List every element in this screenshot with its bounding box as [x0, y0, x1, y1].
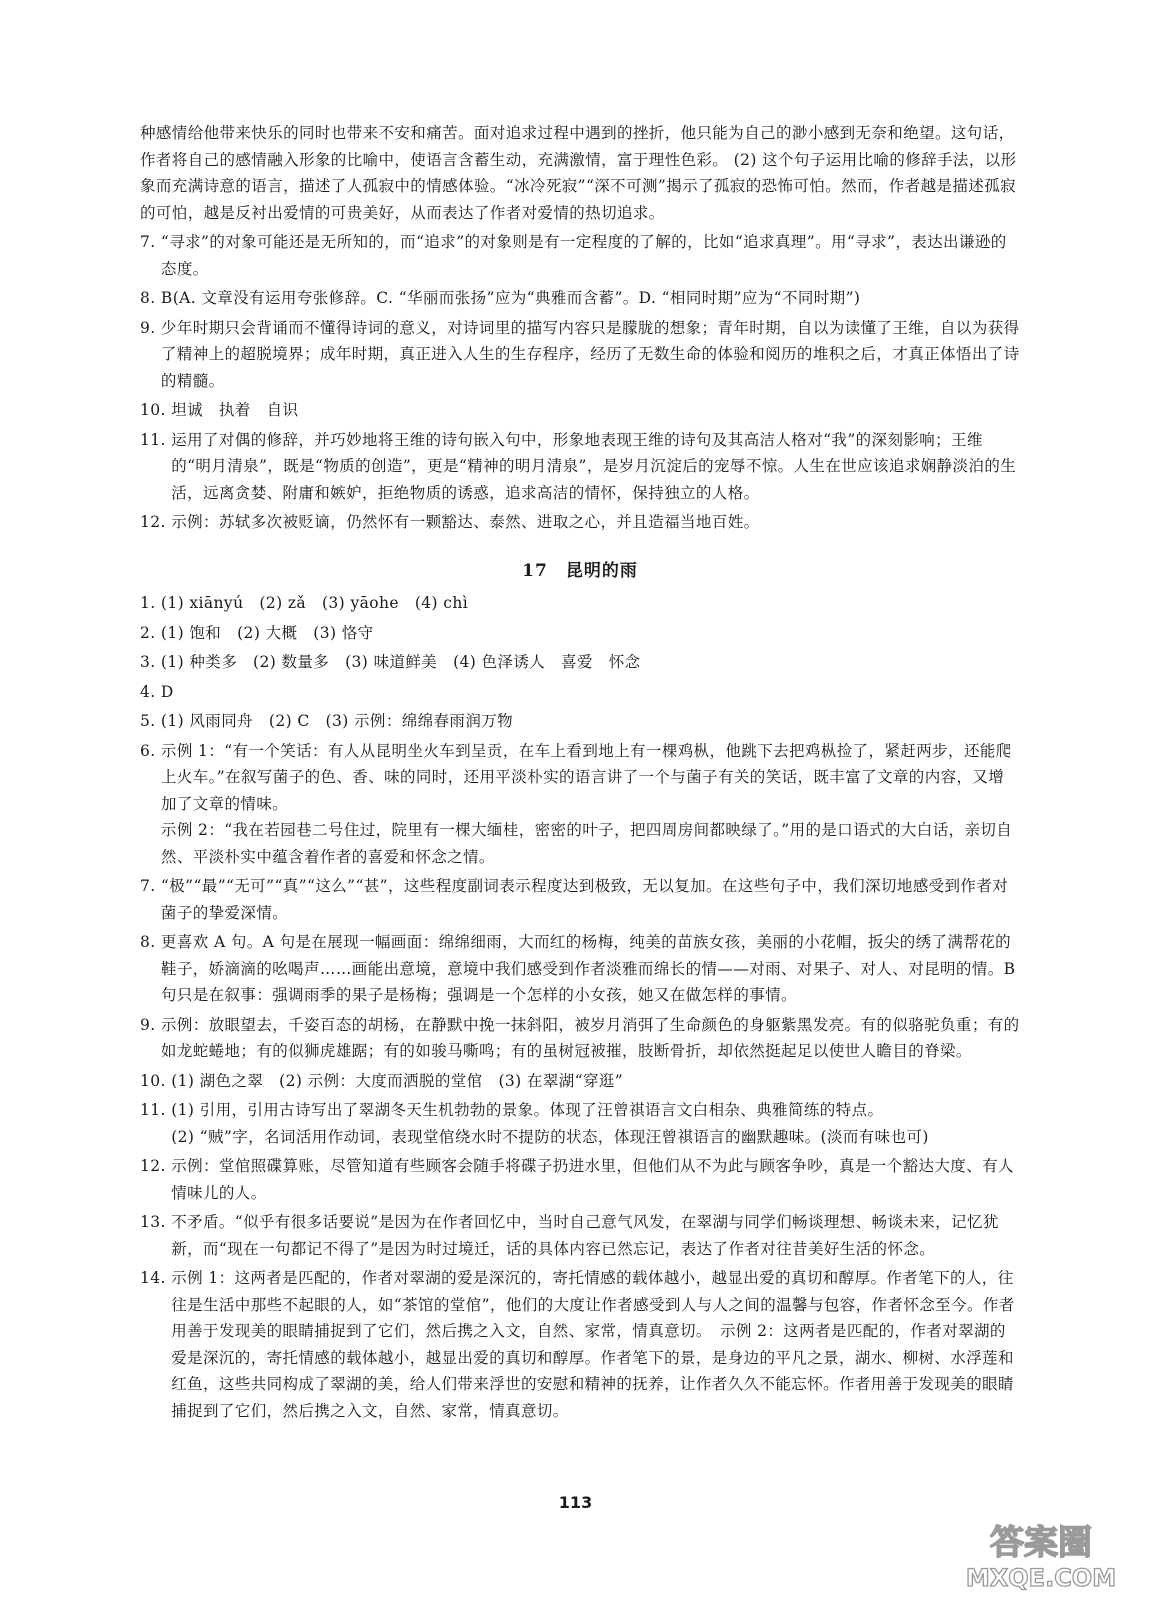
answer-number: 1. — [140, 594, 161, 612]
answer-text — [161, 873, 1020, 926]
answer-text — [171, 509, 1020, 536]
answer-line: 示例 1：这两者是匹配的，作者对翠湖的爱是深沉的，寄托情感的载体越小，越显出爱的真切和醇厚。作者笔下的人，往往是生活中那些不起眼的人，如“茶馆的堂倌”，他们的大度让作者感受到人与人之间的温馨与包容，作者怀念至今。作者用善于发现美的眼睛捕捉到了它们，然后携之入文，自然、家常，情真意切。 示例 2：这两者是匹配的，作者对翠湖的爱是深沉的，寄托情感的载体越小，越显出爱的真切和醇厚。作者笔下的景，是身边的平凡之景，湖水、柳树、水浮莲和红鱼，这些共同构成了翠湖的美，给人们带来浮世的安慰和精神的抚养，让作者久久不能忘怀。作者用善于发现美的眼睛捕捉到了它们，然后携之入文，自然、家常，情真意切。 — [171, 1269, 1015, 1420]
answer-line: “寻求”的对象可能还是无所知的，而“追求”的对象则是有一定程度的了解的，比如“追求真理”。用“寻求”，表达出谦逊的态度。 — [160, 233, 1007, 278]
answer-item — [140, 397, 1020, 424]
answer-number: 12. — [140, 513, 172, 531]
watermark-brand-text: 答案圈 — [990, 1523, 1092, 1563]
answer-line: 示例：苏轼多次被贬谪，仍然怀有一颗豁达、泰然、进取之心，并且造福当地百姓。 — [171, 513, 760, 531]
answer-item — [140, 590, 1020, 617]
answer-number: 8. — [140, 933, 161, 951]
answer-line: 示例：放眼望去，千姿百态的胡杨，在静默中挽一抹斜阳，被岁月消弭了生命颜色的身躯紫黑发亮。有的似骆驼负重；有的如龙蛇蜷地；有的似狮虎雄踞；有的如骏马嘶鸣；有的虽树冠被摧，肢断骨折，却依然挺起足以使世人瞻目的脊梁。 — [160, 1015, 1020, 1060]
page-number: 113 — [558, 1493, 593, 1512]
answer-line: “极”“最”“无可”“真”“这么”“甚”，这些程度副词表示程度达到极致，无以复加。在这些句子中，我们深切地感受到作者对菌子的挚爱深情。 — [160, 877, 1009, 922]
answer-item — [140, 1153, 1020, 1206]
answer-item — [140, 873, 1020, 926]
answer-line: (1) 种类多 (2) 数量多 (3) 味道鲜美 (4) 色泽诱人 喜爱 怀念 — [160, 653, 641, 671]
answer-list-top — [140, 229, 1020, 536]
section-title: 17 昆明的雨 — [522, 560, 638, 581]
answer-number: 10. — [140, 401, 172, 419]
answer-line: 更喜欢 A 句。A 句是在展现一幅画面：绵绵细雨，大而红的杨梅，纯美的苗族女孩，美丽的小花帽，扳尖的绣了满帮花的鞋子，娇滴滴的吆喝声……画能出意境，意境中我们感受到作者淡雅而绵长的情——对雨、对果子、对人、对昆明的情。B 句只是在叙事：强调雨季的果子是杨梅；强调是一个怎样的小女孩，她又在做怎样的事情。 — [160, 933, 1016, 1004]
answer-line: 坦诚 执着 自识 — [171, 401, 299, 419]
answer-item — [140, 708, 1020, 735]
answer-line: 示例 1：“有一个笑话：有人从昆明坐火车到呈贡，在车上看到地上有一棵鸡枞，他跳下去把鸡枞捡了，紧赶两步，还能爬上火车。”在叙写菌子的色、香、味的同时，还用平淡朴实的语言讲了一个与菌子有关的笑话，既丰富了文章的内容，又增加了文章的情味。 — [160, 741, 1012, 813]
answer-line: 运用了对偶的修辞，并巧妙地将王维的诗句嵌入句中，形象地表现王维的诗句及其高洁人格对“我”的深刻影响；王维的“明月清泉”，既是“物质的创造”，更是“精神的明月清泉”，是岁月沉淀后的宠辱不惊。人生在世应该追求娴静淡泊的生活，远离贪婪、附庸和嫉妒，拒绝物质的诱惑，追求高洁的情怀，保持独立的人格。 — [171, 430, 1017, 502]
answer-line: 不矛盾。“似乎有很多话要说”是因为在作者回忆中，当时自己意气风发，在翠湖与同学们畅谈理想、畅谈未来，记忆犹新，而“现在一句都记不得了”是因为时过境迁，话的具体内容已然忘记，表达了作者对往昔美好生活的怀念。 — [171, 1213, 999, 1258]
answer-number: 8. — [140, 289, 161, 307]
answer-item — [140, 620, 1020, 647]
answer-item — [140, 1097, 1020, 1150]
answer-text — [171, 427, 1020, 507]
answer-item — [140, 229, 1020, 282]
answer-number: 6. — [140, 741, 161, 760]
answer-item — [140, 1012, 1020, 1065]
answer-number: 7. — [140, 877, 161, 895]
answer-number: 5. — [140, 712, 161, 730]
answer-number: 2. — [140, 623, 161, 642]
answer-text — [161, 929, 1020, 1009]
answer-text — [161, 229, 1020, 282]
answer-text — [161, 315, 1020, 395]
answer-number: 11. — [140, 1101, 172, 1119]
answer-text — [161, 590, 1020, 617]
answer-line: (1) 饱和 (2) 大概 (3) 恪守 — [160, 623, 374, 642]
document-body — [140, 120, 1020, 1427]
answer-number: 14. — [140, 1269, 172, 1287]
answer-item — [140, 929, 1020, 1009]
answer-number: 11. — [140, 430, 172, 449]
answer-number: 9. — [140, 318, 161, 337]
answer-text — [171, 1153, 1020, 1206]
answer-item — [140, 509, 1020, 536]
answer-item — [140, 1209, 1020, 1262]
answer-list-kunming-rain — [140, 590, 1020, 1424]
answer-line: 示例 2：“我在若园巷二号住过，院里有一棵大缅桂，密密的叶子，把四周房间都映绿了。”用的是口语式的大白话，亲切自然、平淡朴实中蕴含着作者的喜爱和怀念之情。 — [160, 821, 1013, 866]
answer-item — [140, 315, 1020, 395]
answer-number: 4. — [140, 682, 161, 701]
answer-item — [140, 285, 1020, 312]
answer-number: 10. — [140, 1071, 172, 1090]
answer-number: 13. — [140, 1213, 172, 1231]
answer-text — [171, 1097, 1020, 1150]
answer-text — [161, 285, 1020, 312]
answer-text — [161, 1012, 1020, 1065]
answer-line: (1) 湖色之翠 (2) 示例：大度而洒脱的堂倌 (3) 在翠湖“穿逛” — [171, 1071, 624, 1090]
answer-item — [140, 427, 1020, 507]
answer-text — [171, 1265, 1020, 1424]
answer-item — [140, 1068, 1020, 1095]
watermark-url-text: MXQE.COM — [965, 1564, 1117, 1592]
answer-line: D — [160, 682, 174, 701]
answer-text — [171, 1068, 1020, 1095]
answer-line: (2) “贼”字，名词活用作动词，表现堂倌绕水时不提防的状态，体现汪曾祺语言的幽默趣味。(淡而有味也可) — [171, 1127, 929, 1146]
continuation-paragraph: 种感情给他带来快乐的同时也带来不安和痛苦。面对追求过程中遇到的挫折，他只能为自己的渺小感到无奈和绝望。这句话，作者将自己的感情融入形象的比喻中，使语言含蓄生动，充满激情，富于理性色彩。 (2) 这个句子运用比喻的修辞手法，以形象而充满诗意的语言，描述了人孤寂中的情感体验。“冰冷死寂”“深不可测”揭示了孤寂的恐怖可怕。然而，作者越是描述孤寂的可怕，越是反衬出爱情的可贵美好，从而表达了作者对爱情的热切追求。 — [140, 124, 1017, 222]
answer-line: 示例：堂倌照碟算账，尽管知道有些顾客会随手将碟子扔进水里，但他们从不为此与顾客争吵，真是一个豁达大度、有人情味儿的人。 — [171, 1157, 1014, 1202]
answer-line: (1) 风雨同舟 (2) C (3) 示例：绵绵春雨润万物 — [160, 712, 514, 730]
answer-number: 3. — [140, 653, 161, 671]
answer-item — [140, 679, 1020, 706]
answer-number: 12. — [140, 1157, 172, 1175]
answer-item — [140, 649, 1020, 676]
answer-text — [161, 679, 1020, 706]
answer-line: (1) xiānyú (2) zǎ (3) yāohe (4) chì — [160, 594, 469, 612]
answer-line: B(A. 文章没有运用夸张修辞。C. “华丽而张扬”应为“典雅而含蓄”。D. “相同时期”应为“不同时期”) — [160, 289, 861, 307]
answer-text — [161, 708, 1020, 735]
watermark-logo — [941, 1512, 1141, 1592]
answer-line: 少年时期只会背诵而不懂得诗词的意义，对诗词里的描写内容只是朦胧的想象；青年时期，自以为读懂了王维，自以为获得了精神上的超脱境界；成年时期，真正进入人生的生存程序，经历了无数生命的体验和阅历的堆积之后，才真正体悟出了诗的精髓。 — [160, 318, 1020, 390]
answer-text — [161, 649, 1020, 676]
answer-text — [161, 620, 1020, 647]
answer-text — [161, 738, 1020, 871]
answer-number: 7. — [140, 233, 161, 251]
answer-text — [171, 1209, 1020, 1262]
answer-number: 9. — [140, 1015, 161, 1034]
answer-item — [140, 1265, 1020, 1424]
answer-item — [140, 738, 1020, 871]
answer-line: (1) 引用，引用古诗写出了翠湖冬天生机勃勃的景象。体现了汪曾祺语言文白相杂、典雅简练的特点。 — [171, 1101, 884, 1119]
answer-text — [171, 397, 1020, 424]
